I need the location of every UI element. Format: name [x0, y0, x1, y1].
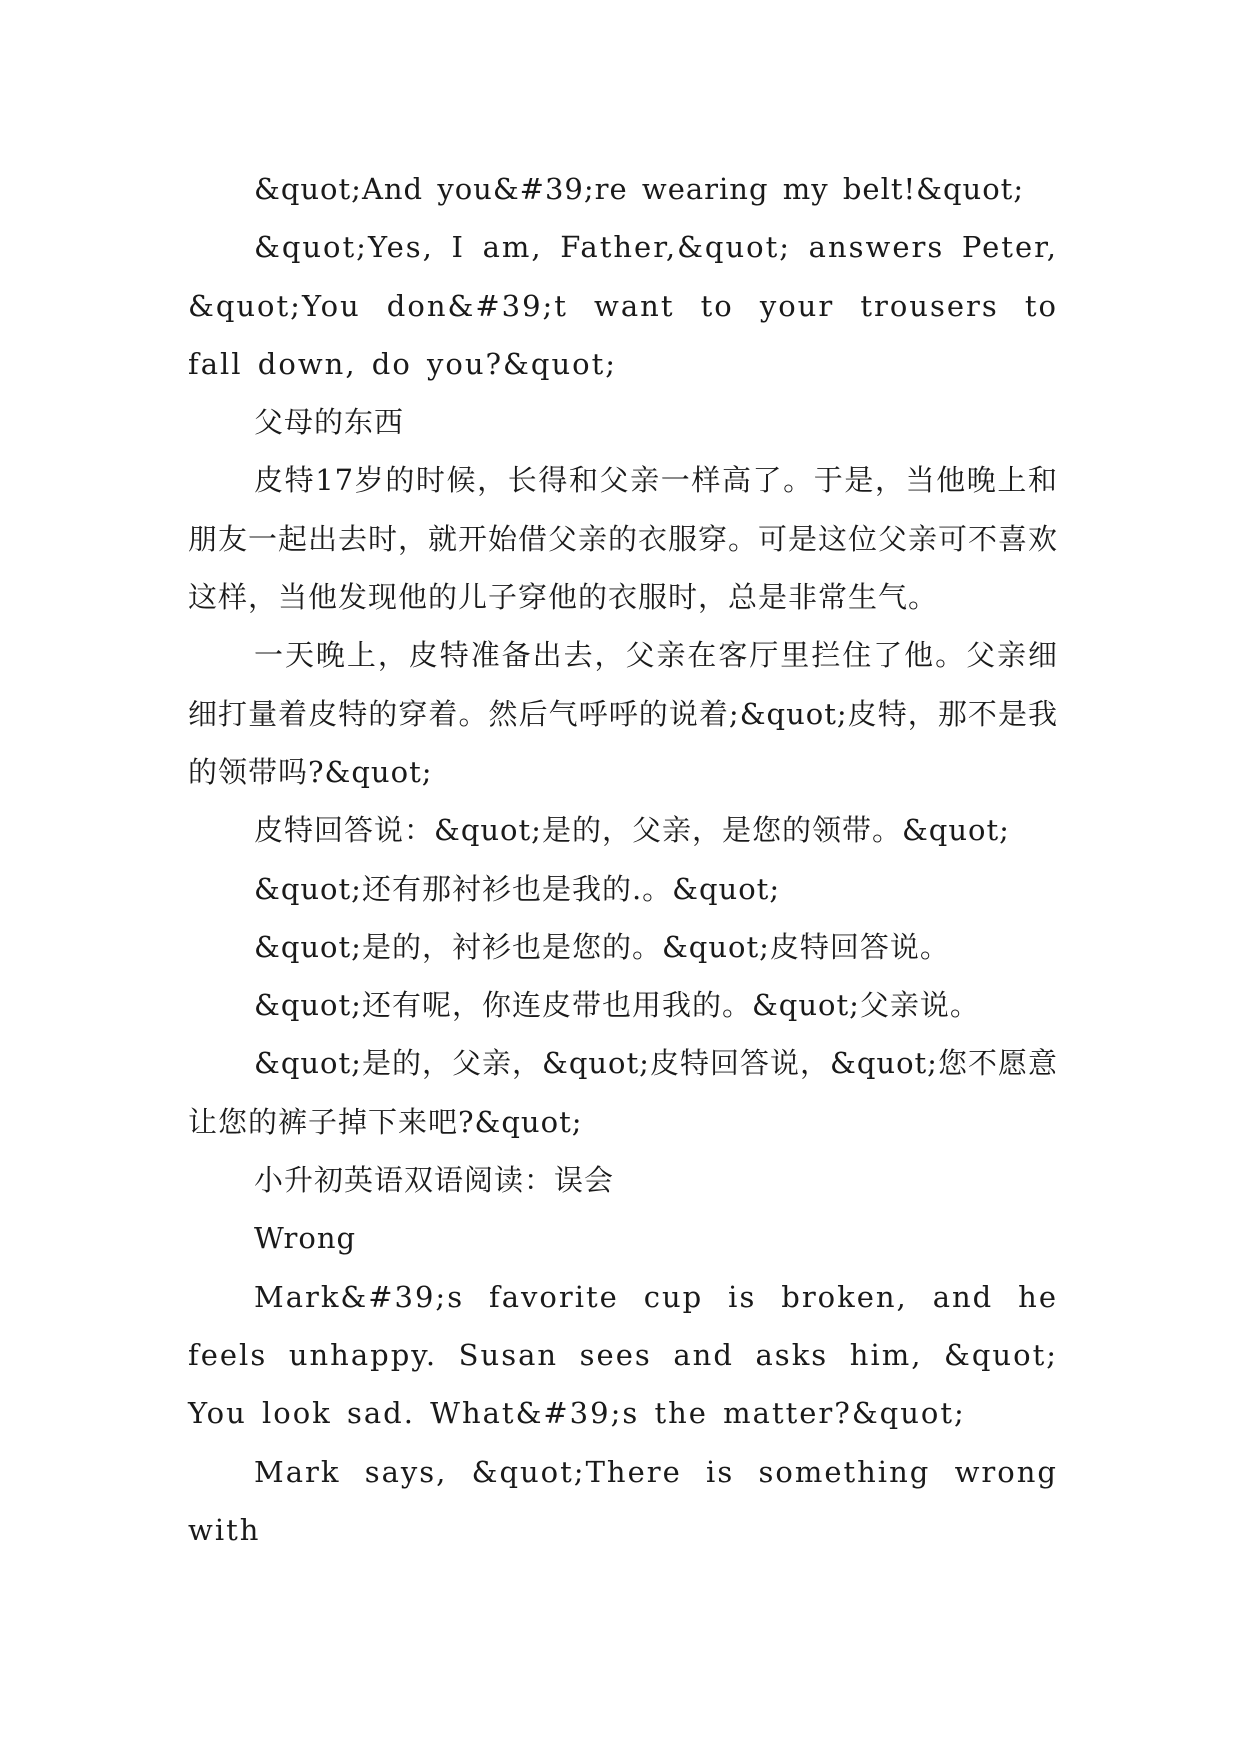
- paragraph: Mark&#39;s favorite cup is broken, and he feels unhappy. Susan sees and asks him, &quot; You look sad. What&#39;s the matter?&quot;: [188, 1279, 1058, 1431]
- section-heading: 父母的东西: [254, 405, 405, 440]
- paragraph: &quot;还有呢，你连皮带也用我的。&quot;父亲说。: [254, 988, 980, 1023]
- paragraph: 皮特回答说：&quot;是的，父亲，是您的领带。&quot;: [254, 813, 1010, 848]
- paragraph: 皮特17岁的时候，长得和父亲一样高了。于是，当他晚上和朋友一起出去时，就开始借父亲的衣服穿。可是这位父亲可不喜欢这样，当他发现他的儿子穿他的衣服时，总是非常生气。: [188, 463, 1059, 615]
- paragraph: &quot;是的，衬衫也是您的。&quot;皮特回答说。: [254, 929, 950, 964]
- paragraph: Mark says, &quot;There is something wrong with: [188, 1454, 1058, 1547]
- section-heading: 小升初英语双语阅读：误会: [254, 1163, 615, 1198]
- paragraph: &quot;And you&#39;re wearing my belt!&quot;: [254, 172, 1025, 206]
- paragraph: &quot;Yes, I am, Father,&quot; answers Peter, &quot;You don&#39;t want to your trousers to fall down, do you?&quot;: [188, 230, 1058, 381]
- document-body: [188, 160, 1058, 1559]
- paragraph: &quot;还有那衬衫也是我的.。&quot;: [254, 871, 781, 906]
- section-heading: Wrong: [254, 1221, 357, 1256]
- paragraph: 一天晚上，皮特准备出去，父亲在客厅里拦住了他。父亲细细打量着皮特的穿着。然后气呼呼的说着;&quot;皮特，那不是我的领带吗?&quot;: [188, 638, 1058, 789]
- paragraph: &quot;是的，父亲，&quot;皮特回答说，&quot;您不愿意让您的裤子掉下来吧?&quot;: [188, 1046, 1058, 1139]
